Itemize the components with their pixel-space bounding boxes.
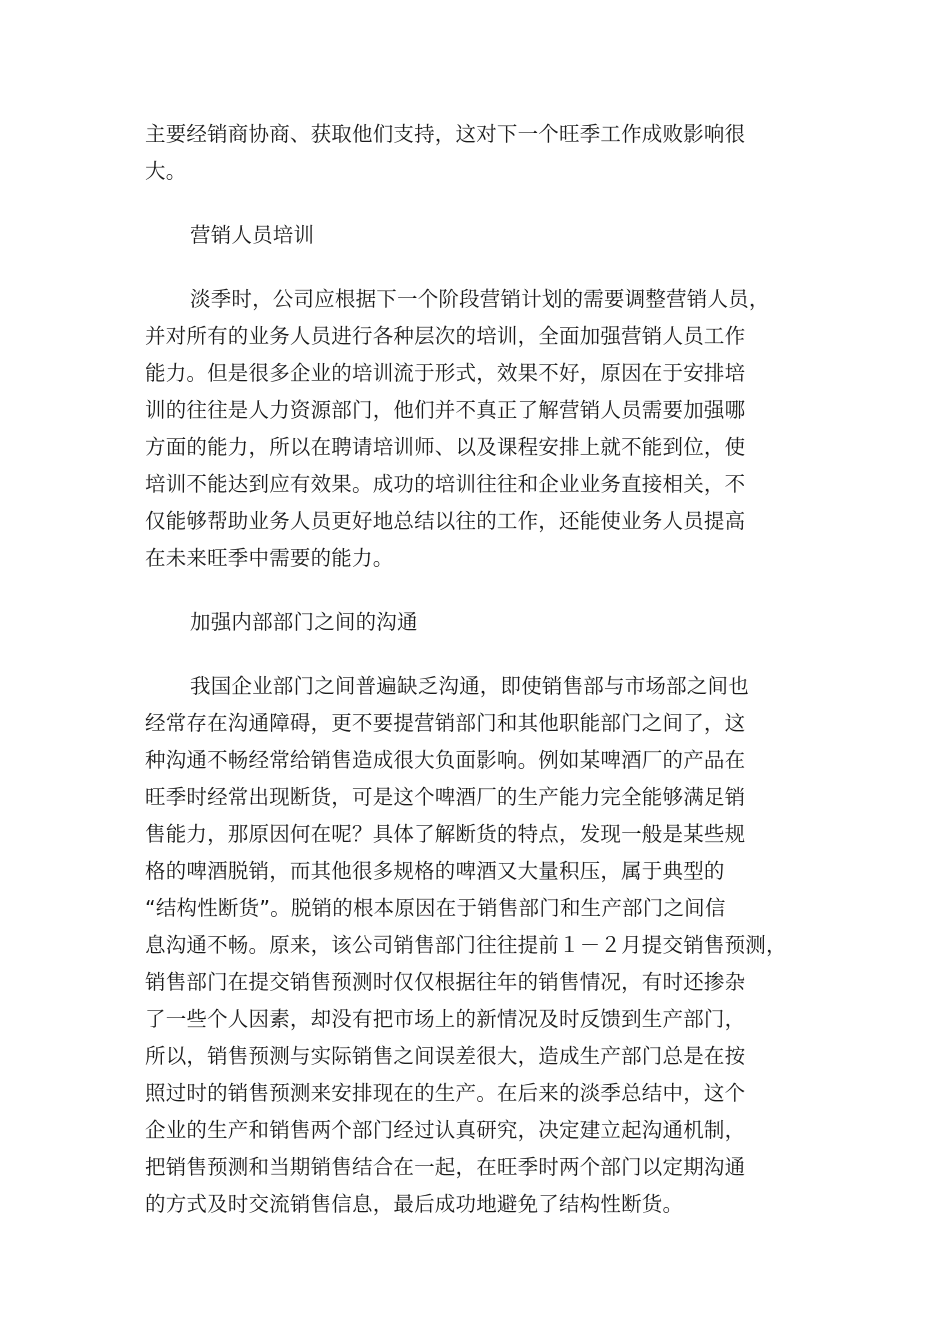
- section-heading-sales-training: [145, 217, 805, 254]
- text-line: 训的往往是人力资源部门，他们并不真正了解营销人员需要加强哪: [145, 398, 746, 422]
- text-line: 所以，销售预测与实际销售之间误差很大，造成生产部门总是在按: [145, 1044, 746, 1068]
- text-line: 种沟通不畅经常给销售造成很大负面影响。例如某啤酒厂的产品在: [145, 748, 746, 772]
- text-line: 并对所有的业务人员进行各种层次的培训，全面加强营销人员工作: [145, 324, 746, 348]
- text-line: 大。: [145, 159, 187, 183]
- paragraph-spacing: [145, 641, 805, 668]
- text-line: 淡季时，公司应根据下一个阶段营销计划的需要调整营销人员，: [190, 287, 770, 311]
- text-line: 旺季时经常出现断货，可是这个啤酒厂的生产能力完全能够满足销: [145, 785, 746, 809]
- paragraph-spacing: [145, 190, 805, 217]
- text-line: 息沟通不畅。原来，该公司销售部门往往提前１－２月提交销售预测，: [145, 933, 787, 957]
- text-line: 企业的生产和销售两个部门经过认真研究，决定建立起沟通机制，: [145, 1118, 746, 1142]
- text-line: 照过时的销售预测来安排现在的生产。在后来的淡季总结中，这个: [145, 1081, 746, 1105]
- paragraph-sales-training: [145, 281, 805, 577]
- text-line: 培训不能达到应有效果。成功的培训往往和企业业务直接相关，不: [145, 472, 746, 496]
- paragraph-internal-communication: [145, 668, 805, 1223]
- section-heading-internal-communication: [145, 604, 805, 641]
- text-line: 销售部门在提交销售预测时仅仅根据往年的销售情况，有时还掺杂: [145, 970, 746, 994]
- text-line: 经常存在沟通障碍，更不要提营销部门和其他职能部门之间了，这: [145, 711, 746, 735]
- document-body: [145, 116, 805, 1223]
- text-line: 的方式及时交流销售信息，最后成功地避免了结构性断货。: [145, 1192, 684, 1216]
- text-line: 把销售预测和当期销售结合在一起，在旺季时两个部门以定期沟通: [145, 1155, 746, 1179]
- text-line: 售能力，那原因何在呢？具体了解断货的特点，发现一般是某些规: [145, 822, 746, 846]
- text-line: 了一些个人因素，却没有把市场上的新情况及时反馈到生产部门，: [145, 1007, 746, 1031]
- text-line: “结构性断货”。脱销的根本原因在于销售部门和生产部门之间信: [145, 896, 726, 920]
- paragraph-continuation: [145, 116, 805, 190]
- text-line: 我国企业部门之间普遍缺乏沟通，即使销售部与市场部之间也: [190, 674, 749, 698]
- text-line: 格的啤酒脱销，而其他很多规格的啤酒又大量积压，属于典型的: [145, 859, 725, 883]
- text-line: 在未来旺季中需要的能力。: [145, 546, 394, 570]
- section-heading: 加强内部部门之间的沟通: [190, 610, 418, 634]
- text-line: 能力。但是很多企业的培训流于形式，效果不好，原因在于安排培: [145, 361, 746, 385]
- text-line: 仅能够帮助业务人员更好地总结以往的工作，还能使业务人员提高: [145, 509, 746, 533]
- paragraph-spacing: [145, 577, 805, 604]
- text-line: 方面的能力，所以在聘请培训师、以及课程安排上就不能到位，使: [145, 435, 746, 459]
- paragraph-spacing: [145, 254, 805, 281]
- section-heading: 营销人员培训: [190, 223, 315, 247]
- text-line: 主要经销商协商、获取他们支持，这对下一个旺季工作成败影响很: [145, 122, 746, 146]
